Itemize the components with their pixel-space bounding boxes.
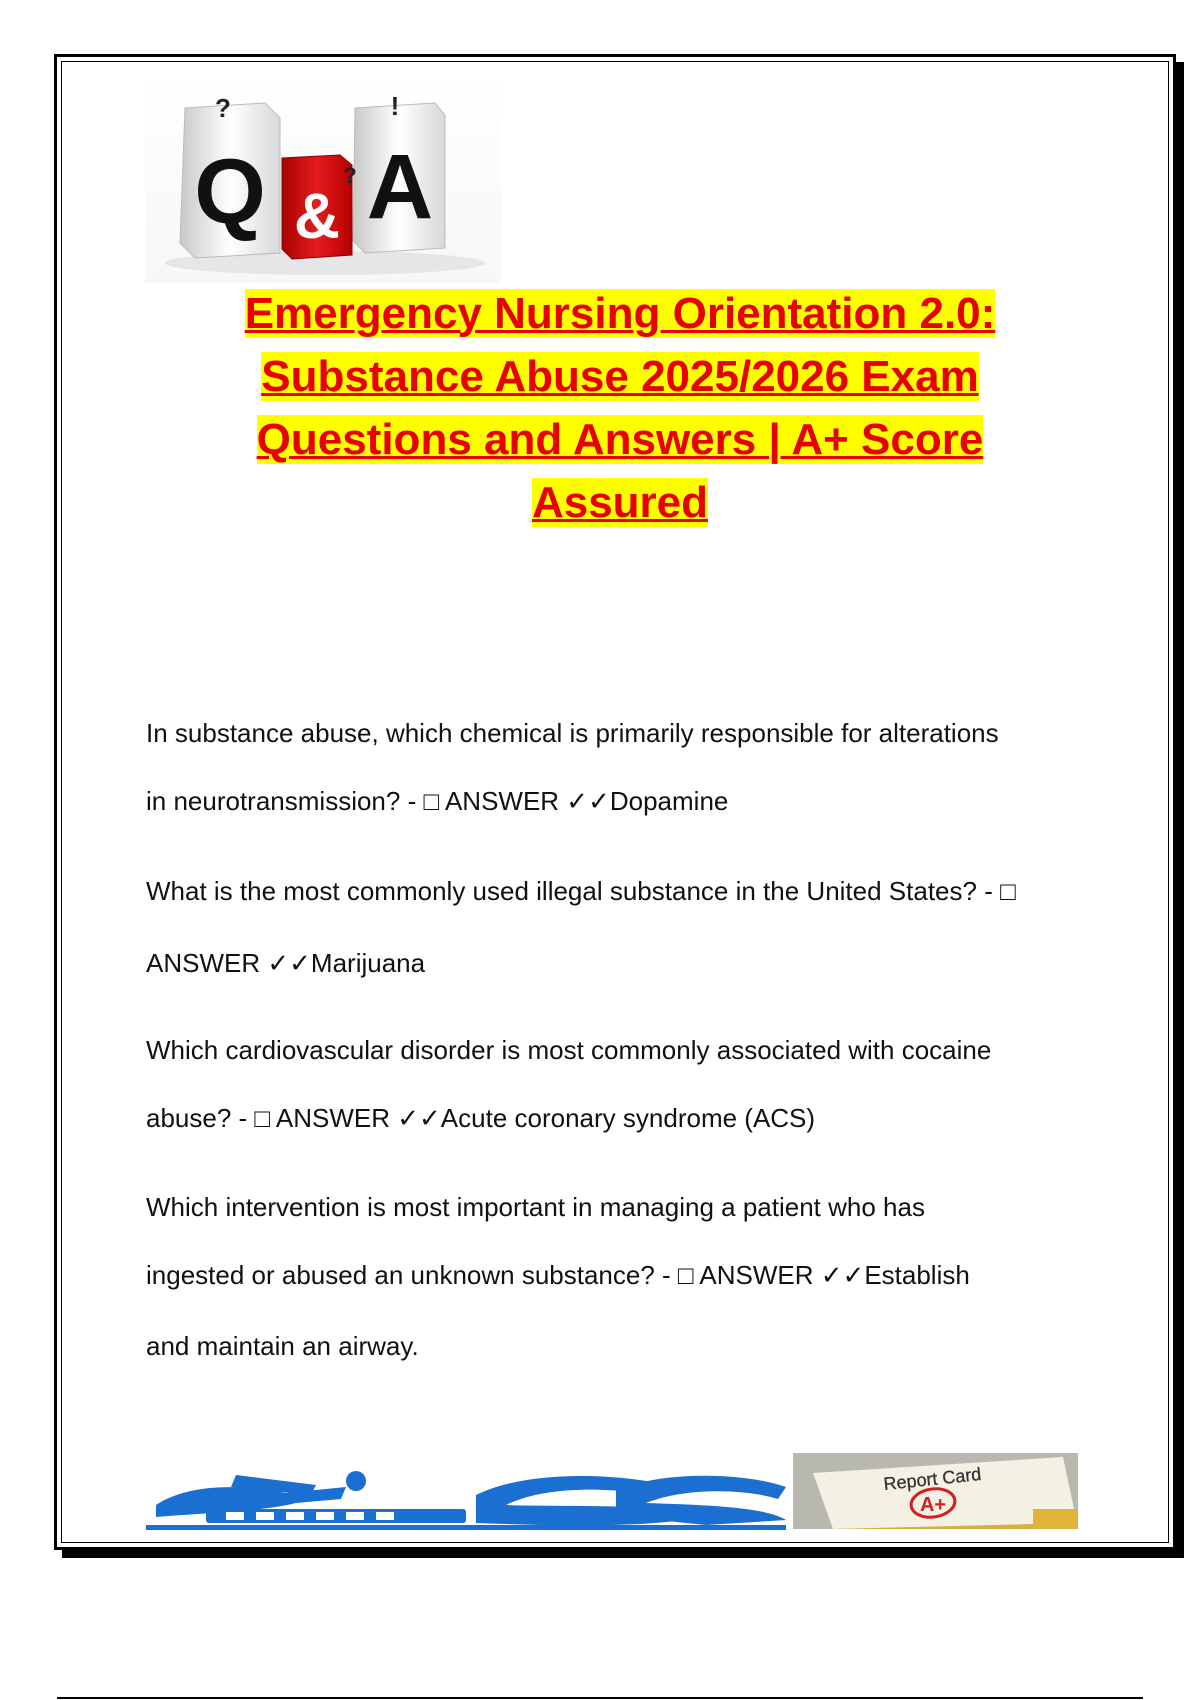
q-die-symbol: ? [215,93,231,123]
qa-line: In substance abuse, which chemical is primarily responsible for alterations [146,718,999,748]
q-letter: Q [194,141,266,243]
qa-dice-logo [145,73,501,283]
qa-line: ingested or abused an unknown substance? - □ ANSWER ✓✓Establish [146,1260,970,1290]
qa-line: ANSWER ✓✓Marijuana [146,948,426,978]
a-die-symbol: ! [390,91,400,121]
qa-line: abuse? - □ ANSWER ✓✓Acute coronary syndrome (ACS) [146,1103,816,1133]
a-die-icon [343,91,445,253]
report-card-image [793,1453,1078,1529]
success-logo [146,1465,786,1530]
title-line-3: Questions and Answers | A+ Score [256,415,984,464]
ampersand-die-icon [282,155,352,259]
qa-line: Which cardiovascular disorder is most commonly associated with cocaine [146,1035,992,1065]
document-title [140,282,1100,534]
report-card-grade: A+ [919,1494,947,1516]
title-line-2: Substance Abuse 2025/2026 Exam [261,352,979,401]
a-letter: A [366,136,434,238]
title-line-1: Emergency Nursing Orientation 2.0: [244,289,996,338]
qa-line: What is the most commonly used illegal substance in the United States? - □ [146,876,1016,906]
qa-line: in neurotransmission? - □ ANSWER ✓✓Dopamine [146,786,729,816]
qa-line: and maintain an airway. [146,1331,419,1361]
ampersand-letter: & [293,180,341,252]
side-symbol: ? [343,163,357,188]
title-line-4: Assured [531,478,709,527]
q-die-icon [180,93,280,258]
footer-rule [57,1697,1143,1699]
qa-line: Which intervention is most important in managing a patient who has [146,1192,925,1222]
report-card-label: Report Card [882,1463,983,1495]
